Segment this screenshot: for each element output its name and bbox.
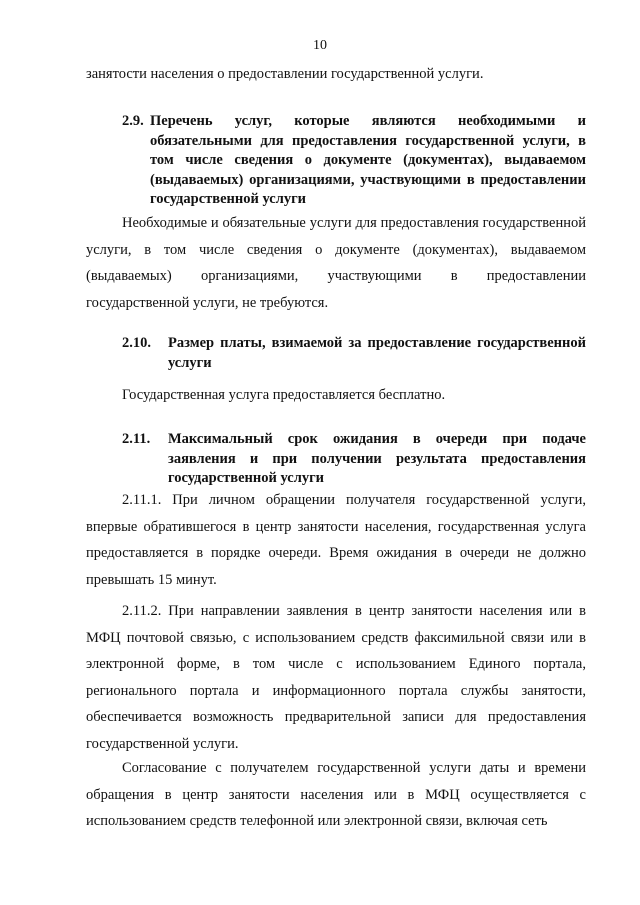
section-2-9-body: Необходимые и обязательные услуги для предоставления государственной услуги, в том числе сведения о документе (документах), выдаваемом (выдаваемых) организациями, участвующими в предоставлении государственной услуги, не требуются. (86, 215, 586, 311)
section-2-11-title: Максимальный срок ожидания в очереди при подаче заявления и при получении результата предоставления государственной услуги (168, 431, 586, 486)
section-2-10-title: Размер платы, взимаемой за предоставление государственной услуги (168, 335, 586, 371)
section-2-10-body: Государственная услуга предоставляется бесплатно. (122, 387, 446, 403)
section-2-11-paragraph-3: Согласование с получателем государственной услуги даты и времени обращения в центр занятости населения или в МФЦ осуществляется с использованием средств телефонной или электронной связи, включая сеть (86, 760, 586, 830)
section-2-10-number: 2.10. (122, 335, 151, 351)
section-2-11-heading (122, 430, 586, 489)
section-2-11-paragraph-2: 2.11.2. При направлении заявления в центр занятости населения или в МФЦ почтовой связью, с использованием средств факсимильной связи или в электронной форме, в том числе с использованием Единого портала, регионального портала и информационного портала службы занятости, обеспечивается возможность предварительной записи для предоставления государственной услуги. (86, 603, 586, 752)
section-2-11-number: 2.11. (122, 431, 151, 447)
page-number: 10 (313, 38, 327, 53)
section-2-10-heading (122, 334, 586, 373)
section-2-9-number: 2.9. (122, 113, 144, 129)
section-2-11-paragraph-1: 2.11.1. При личном обращении получателя государственной услуги, впервые обратившегося в центр занятости населения, государственная услуга предоставляется в порядке очереди. Время ожидания в очереди не должно превышать 15 минут. (86, 492, 586, 588)
section-2-9-title: Перечень услуг, которые являются необходимыми и обязательными для предоставления государственной услуги, в том числе сведения о документе (документах), выдаваемом (выдаваемых) организациями, участвующими в предоставлении государственной услуги (150, 113, 586, 207)
intro-line: занятости населения о предоставлении государственной услуги. (86, 66, 484, 82)
section-2-9-heading (122, 112, 586, 210)
